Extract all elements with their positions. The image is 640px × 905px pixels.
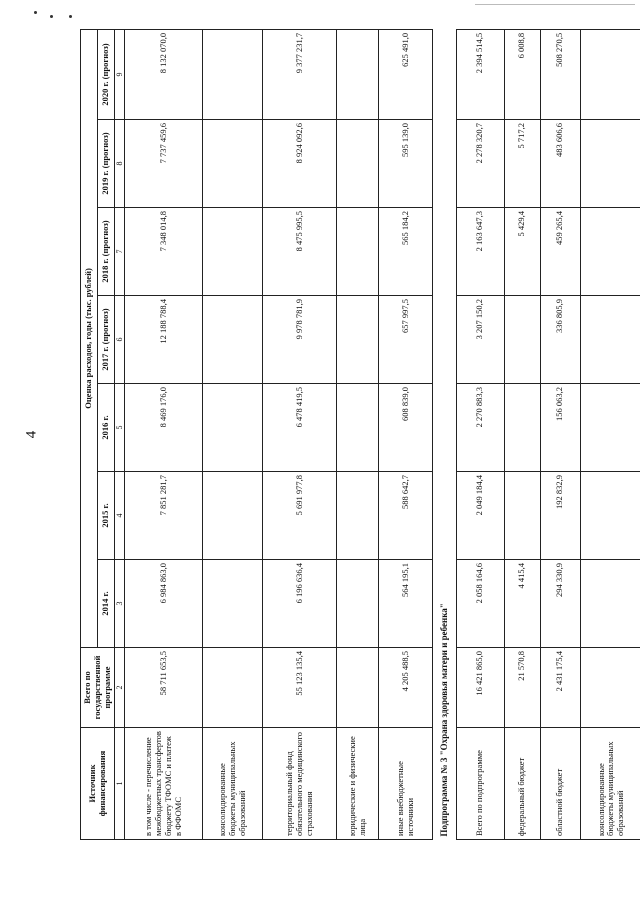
- row-value: [580, 296, 640, 384]
- row-value: 5 429,4: [504, 208, 540, 296]
- row-value: 8 469 176,0: [125, 384, 203, 472]
- table-row: [456, 29, 504, 839]
- row-value: [580, 120, 640, 208]
- row-value: 4 415,4: [504, 560, 540, 648]
- header-year: 2014 г.: [98, 560, 115, 648]
- row-value: [337, 384, 379, 472]
- row-value: 459 265,4: [540, 208, 580, 296]
- row-value: [504, 296, 540, 384]
- header-year: 2018 г. (прогноз): [98, 208, 115, 296]
- row-value: 564 195,1: [379, 560, 433, 648]
- column-index: 8: [115, 120, 125, 208]
- row-value: [580, 208, 640, 296]
- row-value: [203, 384, 263, 472]
- row-value: 9 978 781,9: [263, 296, 337, 384]
- column-index: 4: [115, 472, 125, 560]
- row-value: [337, 29, 379, 119]
- row-value: [203, 472, 263, 560]
- row-total: 16 421 865,0: [456, 648, 504, 728]
- row-source: территориальный фонд обязательного медицинского страхования: [263, 728, 337, 840]
- row-value: 2 163 647,3: [456, 208, 504, 296]
- row-value: 7 348 014,8: [125, 208, 203, 296]
- row-value: 9 377 231,7: [263, 29, 337, 119]
- row-value: [337, 120, 379, 208]
- row-value: [580, 29, 640, 119]
- scan-speck: [69, 15, 72, 18]
- row-value: [203, 208, 263, 296]
- header-year: 2017 г. (прогноз): [98, 296, 115, 384]
- row-value: 294 330,9: [540, 560, 580, 648]
- column-index: 9: [115, 29, 125, 119]
- column-index: 2: [115, 648, 125, 728]
- table-row: [203, 29, 263, 839]
- subprogram-title-row: [433, 29, 456, 839]
- row-total: [203, 648, 263, 728]
- row-value: 595 139,0: [379, 120, 433, 208]
- row-source: юридические и физические лица: [337, 728, 379, 840]
- table-row: [580, 29, 640, 839]
- scan-speck: [34, 11, 37, 14]
- header-year: 2019 г. (прогноз): [98, 120, 115, 208]
- row-value: [203, 296, 263, 384]
- row-value: 6 196 636,4: [263, 560, 337, 648]
- column-index: 7: [115, 208, 125, 296]
- column-index: 5: [115, 384, 125, 472]
- row-value: [203, 120, 263, 208]
- row-value: 508 270,5: [540, 29, 580, 119]
- row-value: 8 132 070,0: [125, 29, 203, 119]
- row-value: [580, 384, 640, 472]
- row-value: 657 997,5: [379, 296, 433, 384]
- column-index: 1: [115, 728, 125, 840]
- row-value: [337, 296, 379, 384]
- header-year: 2016 г.: [98, 384, 115, 472]
- row-source: иные внебюджетные источники: [379, 728, 433, 840]
- row-value: 6 984 863,0: [125, 560, 203, 648]
- row-value: [504, 384, 540, 472]
- header-source: Источник финансирования: [81, 728, 115, 840]
- table-row: [379, 29, 433, 839]
- rotated-table-area: [80, 30, 626, 840]
- table-row: [337, 29, 379, 839]
- row-value: 2 058 164,6: [456, 560, 504, 648]
- row-value: 608 839,0: [379, 384, 433, 472]
- row-value: 2 270 883,3: [456, 384, 504, 472]
- page-number: 4: [23, 430, 40, 439]
- row-value: 2 049 184,4: [456, 472, 504, 560]
- row-total: [580, 648, 640, 728]
- table-row: [263, 29, 337, 839]
- row-value: [580, 560, 640, 648]
- row-value: 192 832,9: [540, 472, 580, 560]
- row-value: 7 851 281,7: [125, 472, 203, 560]
- row-value: 8 924 092,6: [263, 120, 337, 208]
- row-value: [504, 472, 540, 560]
- row-value: 336 805,9: [540, 296, 580, 384]
- header-total: Всего по государственной программе: [81, 648, 115, 728]
- row-value: 483 606,6: [540, 120, 580, 208]
- row-value: 588 642,7: [379, 472, 433, 560]
- row-value: 156 063,2: [540, 384, 580, 472]
- scan-edge-line: [475, 4, 635, 5]
- table-row: [504, 29, 540, 839]
- financing-table-container: [80, 30, 626, 840]
- row-value: 6 478 419,5: [263, 384, 337, 472]
- row-value: 3 207 150,2: [456, 296, 504, 384]
- row-value: [203, 560, 263, 648]
- financing-table: [80, 29, 640, 840]
- row-value: 5 691 977,8: [263, 472, 337, 560]
- subprogram-title: Подпрограмма № 3 "Охрана здоровья матери и ребенка": [433, 29, 456, 839]
- header-year: 2015 г.: [98, 472, 115, 560]
- row-value: 5 717,2: [504, 120, 540, 208]
- table-row: [540, 29, 580, 839]
- header-estimate: Оценка расходов, годы (тыс. рублей): [81, 29, 98, 647]
- row-value: [203, 29, 263, 119]
- row-value: 8 475 995,5: [263, 208, 337, 296]
- row-total: [337, 648, 379, 728]
- row-value: [337, 560, 379, 648]
- column-index-row: [115, 29, 125, 839]
- row-total: 21 570,8: [504, 648, 540, 728]
- row-value: 6 008,8: [504, 29, 540, 119]
- row-source: федеральный бюджет: [504, 728, 540, 840]
- row-total: 58 711 653,5: [125, 648, 203, 728]
- row-source: областной бюджет: [540, 728, 580, 840]
- row-total: 4 205 488,5: [379, 648, 433, 728]
- row-total: 55 123 135,4: [263, 648, 337, 728]
- table-body: [125, 29, 640, 839]
- row-source: Всего по подпрограмме: [456, 728, 504, 840]
- row-value: [337, 472, 379, 560]
- table-row: [125, 29, 203, 839]
- column-index: 3: [115, 560, 125, 648]
- row-value: 565 184,2: [379, 208, 433, 296]
- row-value: 2 278 320,7: [456, 120, 504, 208]
- row-source: консолидированные бюджеты муниципальных образований: [203, 728, 263, 840]
- row-value: 7 737 459,6: [125, 120, 203, 208]
- table-header: [81, 29, 125, 839]
- row-source: консолидированные бюджеты муниципальных образований: [580, 728, 640, 840]
- row-value: 2 394 514,5: [456, 29, 504, 119]
- row-value: 625 491,0: [379, 29, 433, 119]
- column-index: 6: [115, 296, 125, 384]
- header-year: 2020 г. (прогноз): [98, 29, 115, 119]
- row-total: 2 431 175,4: [540, 648, 580, 728]
- row-source: в том числе - перечисление межбюджетных трансфертов бюджету ТФОМС и платеж в ФФОМС: [125, 728, 203, 840]
- row-value: [337, 208, 379, 296]
- row-value: [580, 472, 640, 560]
- row-value: 12 188 788,4: [125, 296, 203, 384]
- scan-speck: [50, 15, 53, 18]
